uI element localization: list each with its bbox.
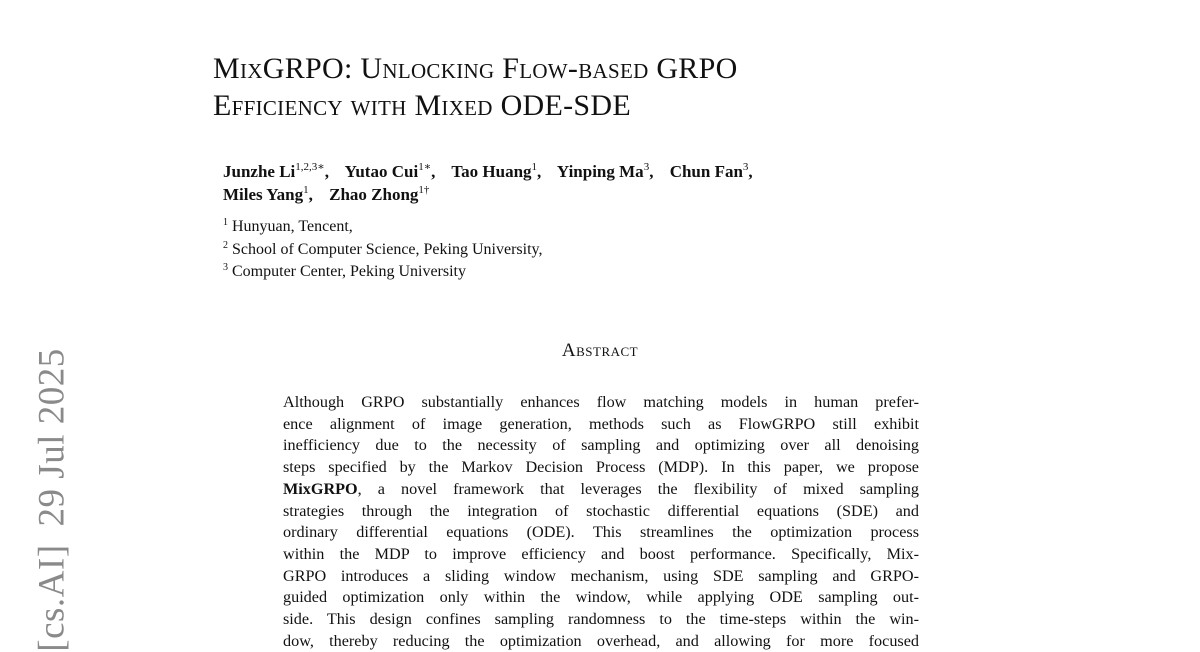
author: [329, 185, 429, 204]
author-separator: ,: [308, 185, 313, 204]
title-line-2: Efficiency with Mixed ODE-SDE: [213, 89, 631, 122]
author: [345, 162, 436, 181]
abstract-line: steps specified by the Markov Decision Process (MDP). In this paper, we propose: [283, 458, 919, 477]
author-line-1: [223, 160, 1023, 183]
method-name: MixGRPO: [283, 479, 358, 498]
abstract-line-rest: , a novel framework that leverages the flexibility of mixed sampling: [357, 479, 919, 498]
abstract-line: dow, thereby reducing the optimization overhead, and allowing for more focused: [283, 631, 919, 650]
author-separator: ,: [748, 162, 753, 181]
author: [451, 162, 541, 181]
abstract-body: [283, 392, 919, 652]
abstract-line: GRPO introduces a sliding window mechanism, using SDE sampling and GRPO-: [283, 566, 919, 585]
affiliation-text: Computer Center, Peking University: [232, 263, 466, 280]
author-affil-mark: 1: [531, 161, 538, 173]
author: [670, 162, 753, 181]
abstract-line: strategies through the integration of stochastic differential equations (SDE) and: [283, 501, 919, 520]
author-affil-mark: 1∗: [418, 161, 432, 173]
author-name: Miles Yang: [223, 185, 304, 204]
arxiv-category: [cs.AI]: [31, 544, 73, 652]
author-separator: ,: [324, 162, 330, 181]
author-affil-mark: 1: [303, 184, 309, 196]
author: [223, 162, 329, 181]
author-name: Junzhe Li: [223, 162, 296, 181]
affiliation-text: Hunyuan, Tencent,: [232, 218, 353, 235]
affiliation: [223, 239, 1023, 262]
author-name: Yutao Cui: [344, 162, 419, 181]
affiliation-number: 1: [223, 217, 228, 228]
affiliation-list: [223, 216, 1023, 284]
author-name: Tao Huang: [451, 162, 532, 181]
author-name: Zhao Zhong: [329, 185, 419, 204]
author-separator: ,: [649, 162, 654, 181]
abstract-heading: Abstract: [561, 340, 639, 361]
author-affil-mark: 3: [643, 161, 650, 173]
author-affil-mark: 1†: [418, 184, 430, 196]
author-separator: ,: [431, 162, 436, 181]
author-name: Chun Fan: [669, 162, 743, 181]
author-line-2: [223, 183, 1023, 206]
affiliation-number: 3: [223, 262, 228, 273]
arxiv-date: 29 Jul 2025: [31, 348, 73, 527]
paper-title: [213, 50, 1033, 124]
abstract-line-with-bold-term: [283, 479, 919, 501]
abstract-line: ence alignment of image generation, methods such as FlowGRPO still exhibit: [283, 414, 919, 433]
abstract-line: guided optimization only within the window, while applying ODE sampling out-: [283, 588, 919, 607]
abstract-line: inefficiency due to the necessity of sampling and optimizing over all denoising: [283, 436, 919, 455]
affiliation-number: 2: [223, 239, 228, 251]
abstract-line: within the MDP to improve efficiency and boost performance. Specifically, Mix-: [283, 544, 919, 563]
affiliation: [223, 216, 1023, 239]
affiliation: [223, 261, 1023, 284]
arxiv-side-stamp: [31, 348, 74, 651]
abstract-line: Although GRPO substantially enhances flow matching models in human prefer-: [283, 393, 919, 411]
author-affil-mark: 1,2,3∗: [295, 161, 325, 173]
abstract-line: ordinary differential equations (ODE). This streamlines the optimization process: [283, 523, 919, 542]
author-affil-mark: 3: [742, 161, 749, 173]
title-line-1: MixGRPO: Unlocking Flow-based GRPO: [213, 52, 738, 85]
affiliation-text: School of Computer Science, Peking University,: [232, 240, 543, 258]
author-name: Yinping Ma: [556, 162, 644, 181]
abstract-line: side. This design confines sampling randomness to the time-steps within the win-: [283, 610, 919, 629]
author: [557, 162, 654, 181]
author-separator: ,: [537, 162, 542, 181]
author: [223, 185, 313, 204]
author-list: [223, 160, 1023, 206]
